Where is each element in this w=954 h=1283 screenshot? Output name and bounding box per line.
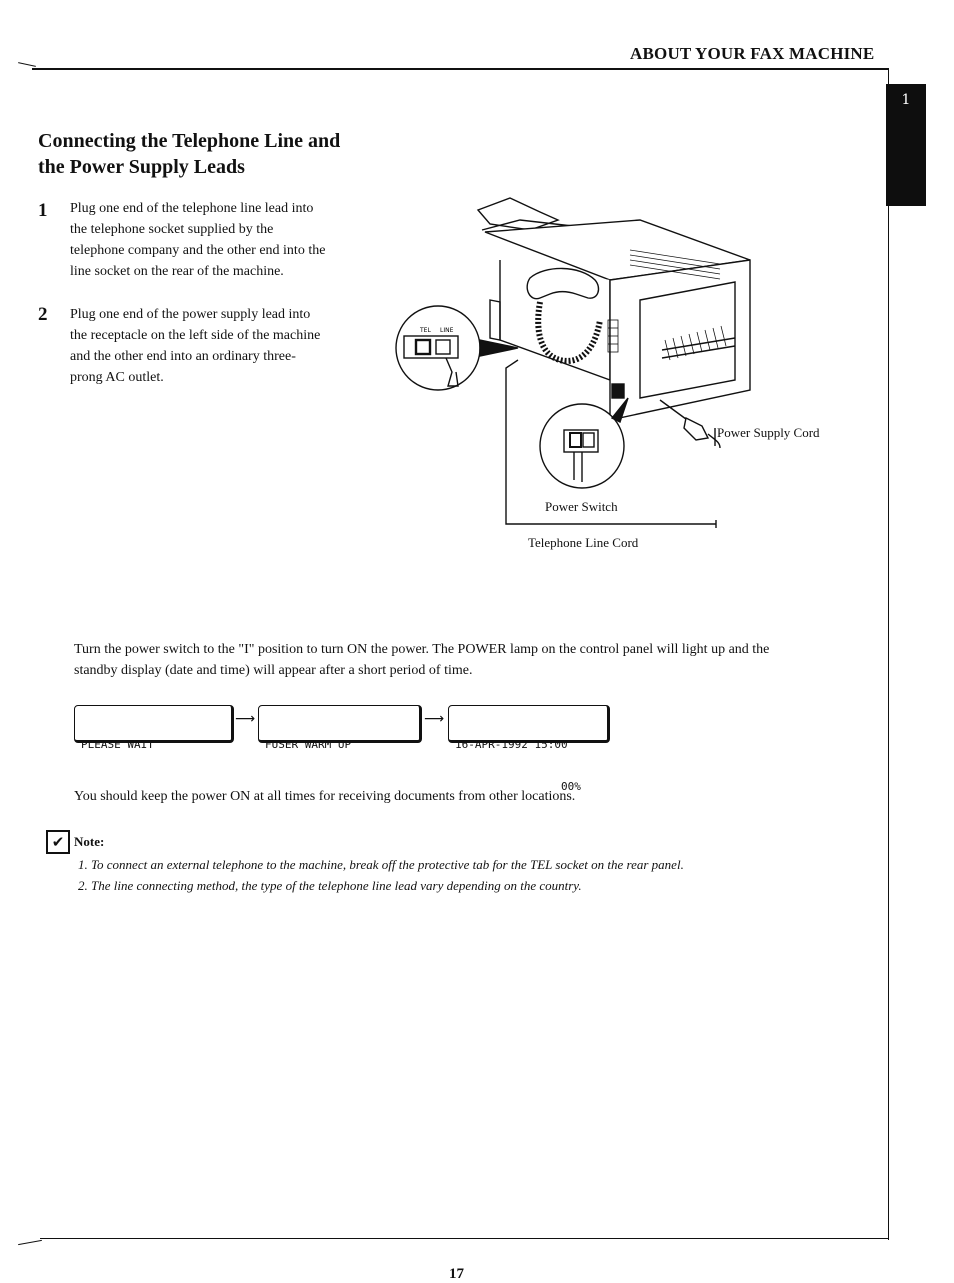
note-item: 1. To connect an external telephone to the machine, break off the protective tab for the TEL socket on the rear panel.	[78, 857, 684, 872]
note-item: 2. The line connecting method, the type of the telephone line lead vary depending on the country.	[78, 878, 582, 893]
footer-rule	[40, 1238, 889, 1239]
power-on-line-1: Turn the power switch to the "I" position to turn ON the power. The POWER lamp on the control panel will light up and the	[74, 642, 770, 657]
step-2-line: prong AC outlet.	[70, 370, 164, 385]
step-2-line: the receptacle on the left side of the machine	[70, 328, 321, 343]
power-supply-cord-label: Power Supply Cord	[717, 425, 820, 440]
power-on-line-2: standby display (date and time) will appear after a short period of time.	[74, 663, 473, 678]
page-number: 17	[449, 1266, 464, 1282]
footer-tick	[18, 1240, 42, 1245]
step-2-number: 2	[38, 304, 48, 325]
step-1-line: line socket on the rear of the machine.	[70, 264, 284, 279]
keep-power-on-text: You should keep the power ON at all times for receiving documents from other locations.	[74, 789, 576, 804]
section-title-line-2: the Power Supply Leads	[38, 156, 245, 178]
checkmark-icon: ✔	[46, 830, 70, 854]
step-2-line: and the other end into an ordinary three-	[70, 349, 296, 364]
lcd-line-1: 16-APR-1992 15:00	[455, 738, 568, 751]
running-header: ABOUT YOUR FAX MACHINE	[630, 44, 875, 63]
step-1-line: Plug one end of the telephone line lead into	[70, 201, 314, 216]
header-rule	[32, 68, 888, 70]
step-1-line: telephone company and the other end into the	[70, 243, 326, 258]
step-2-text	[70, 304, 370, 388]
step-1-number: 1	[38, 200, 48, 221]
telephone-line-cord-label: Telephone Line Cord	[528, 535, 639, 550]
header-tick	[18, 62, 36, 67]
lcd-display-standby	[448, 705, 610, 793]
power-switch-label: Power Switch	[545, 499, 618, 514]
lcd-line-1: FUSER WARM UP	[265, 738, 352, 751]
lcd-line-2: 00%	[455, 780, 581, 793]
arrow-right-icon: ⟶	[424, 711, 445, 727]
chapter-tab: 1	[886, 84, 926, 206]
lcd-display-fuser-warm-up	[258, 705, 422, 751]
step-1-line: the telephone socket supplied by the	[70, 222, 274, 237]
step-2-line: Plug one end of the power supply lead into	[70, 307, 311, 322]
note-label: Note:	[74, 834, 105, 849]
section-title-line-1: Connecting the Telephone Line and	[38, 130, 341, 152]
section-title	[38, 128, 398, 180]
power-on-instructions	[74, 639, 874, 681]
fax-machine-illustration	[390, 190, 860, 540]
lcd-display-please-wait	[74, 705, 234, 751]
right-margin-rule	[888, 68, 889, 1240]
arrow-right-icon: ⟶	[235, 711, 256, 727]
tel-socket-label: TEL	[420, 327, 431, 334]
line-socket-label: LINE	[440, 327, 454, 334]
step-1-text	[70, 198, 370, 282]
lcd-line-1: PLEASE WAIT	[81, 738, 154, 751]
